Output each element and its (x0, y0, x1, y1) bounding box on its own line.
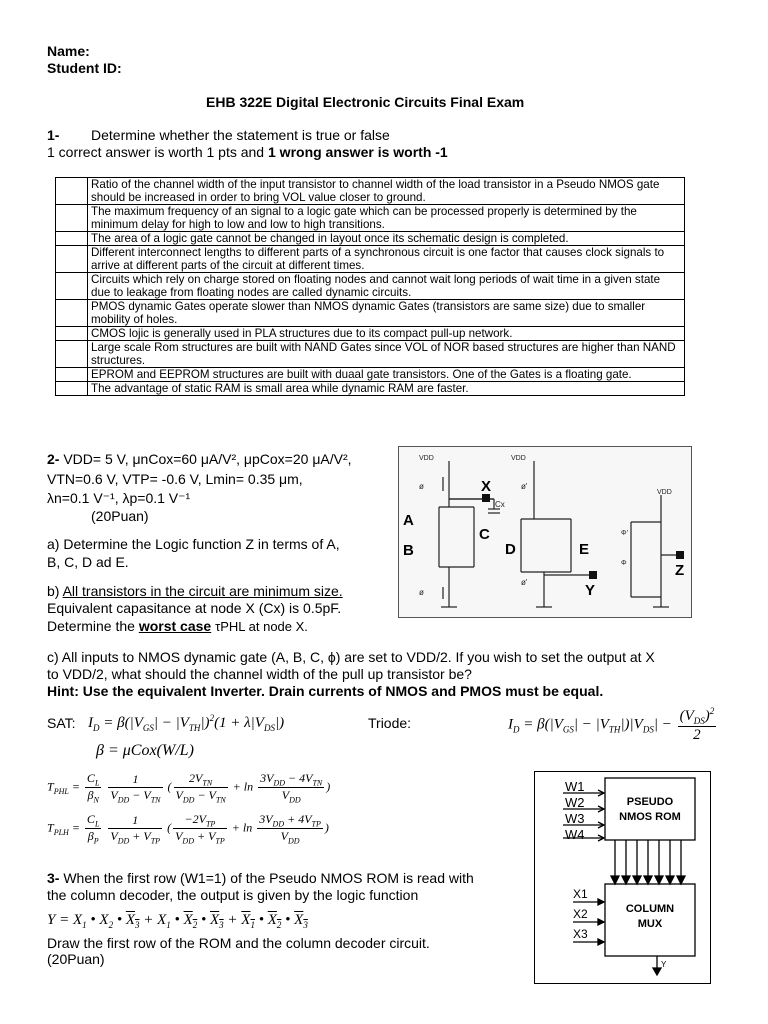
table-row (56, 178, 685, 205)
statement-cell: Circuits which rely on charge stored on floating nodes and cannot wait long periods of wait time in a given state due to leakage from floating nodes are called dynamic circuits. (88, 273, 685, 300)
q2-part-a-line1: a) Determine the Logic function Z in terms of A, (47, 536, 340, 552)
answer-box[interactable] (56, 178, 88, 205)
answer-box[interactable] (56, 246, 88, 273)
vdd-label-3: VDD (657, 489, 672, 496)
q1-scoring (47, 144, 448, 160)
table-row (56, 205, 685, 232)
rom-label-2: NMOS ROM (619, 811, 681, 823)
answer-box[interactable] (56, 205, 88, 232)
vdd-label-1: VDD (419, 455, 434, 462)
student-id-label: Student ID: (47, 60, 122, 76)
phi-cap-label: Φ (621, 560, 627, 567)
answer-box[interactable] (56, 232, 88, 246)
q3-logic-function: $Y = X_1$ • $X_2$ • $X_3 + X_1$ • $X_2$ • $X_3 + X_1$ • $X_2$ • $X_3$ (47, 912, 308, 930)
rom-diagram (534, 771, 711, 984)
tplh-equation: $T_{PLH}$ = $\frac{C_L}{\beta_P}$ $\frac{1}{V_{DD} + V_{TP}}$ ( $\frac{-2V_{TP}}{V_{DD} + V_{TP}}$ + ln $\frac{3V_{DD} + 4V_{TP}}{V_{DD}}$ ) (47, 812, 329, 846)
answer-box[interactable] (56, 368, 88, 382)
mux-label-2: MUX (637, 918, 663, 930)
triode-equation: $I_D = \beta(|V_{GS}| - |V_{TH}|)|V_{DS}|$ − $\frac{(V_{DS})^2}{2}$ (508, 706, 715, 743)
q1-prompt: Determine whether the statement is true or false (91, 127, 390, 143)
word-line-w2: W2 (565, 795, 585, 810)
table-row (56, 246, 685, 273)
statement-cell: The advantage of static RAM is small area while dynamic RAM are faster. (88, 382, 685, 396)
input-a-label: A (403, 512, 414, 529)
node-y-label: Y (585, 582, 596, 599)
statement-cell: The maximum frequency of an signal to a logic gate which can be processed properly is determined by the minimum delay for high to low and low to high transitions. (88, 205, 685, 232)
q1-scoring-plain: 1 correct answer is worth 1 pts and (47, 144, 265, 160)
circuit-diagram (398, 446, 692, 618)
vdd-label-2: VDD (511, 455, 526, 462)
sat-label: SAT: (47, 715, 76, 731)
answer-box[interactable] (56, 300, 88, 327)
answer-box[interactable] (56, 327, 88, 341)
sat-equation: $I_D = \beta(|V_{GS}| - |V_{TH}|)^2(1 + \lambda|V_{DS}|)$ (88, 713, 285, 733)
table-row (56, 232, 685, 246)
statement-cell: PMOS dynamic Gates operate slower than NMOS dynamic Gates (transistors are same size) due to smaller mobility of holes. (88, 300, 685, 327)
statement-cell: Large scale Rom structures are built with NAND Gates since VOL of NOR based structures are higher than NAND structures. (88, 341, 685, 368)
q3-line1 (47, 870, 474, 886)
statement-cell: CMOS lojic is generally used in PLA structures due to its compact pull-up network. (88, 327, 685, 341)
circuit-schematic (399, 447, 691, 617)
input-e-label: E (579, 541, 590, 558)
table-row (56, 300, 685, 327)
table-row (56, 273, 685, 300)
q2-part-b-prefix: b) (47, 583, 63, 599)
statement-cell: Ratio of the channel width of the input transistor to channel width of the load transistor in a Pseudo NMOS gate should be increased in order to bring VOL value closer to ground. (88, 178, 685, 205)
exam-title: EHB 322E Digital Electronic Circuits Final Exam (206, 94, 525, 110)
q2-part-b-line3 (47, 618, 308, 634)
q2-params-line2: VTN=0.6 V, VTP= -0.6 V, Lmin= 0.35 μm, (47, 471, 303, 487)
phi-label-1: ø (419, 482, 424, 491)
q2-part-c-line2: to VDD/2, what should the channel width of the pull up transistor be? (47, 666, 472, 682)
rom-label-1: PSEUDO (626, 796, 674, 808)
q2-params-line1 (47, 451, 352, 467)
select-x2: X2 (573, 907, 588, 921)
q2-worst-case: worst case (138, 618, 212, 634)
q2-part-b-underlined: All transistors in the circuit are minimum size. (62, 583, 343, 599)
node-x-label: X (481, 478, 492, 495)
q2-params-line3: λn=0.1 V⁻¹, λp=0.1 V⁻¹ (47, 490, 191, 506)
table-row (56, 382, 685, 396)
q2-number: 2- (47, 451, 60, 467)
select-x1: X1 (573, 887, 588, 901)
word-line-w1: W1 (565, 779, 585, 794)
q2-part-b-line2: Equivalent capasitance at node X (Cx) is 0.5pF. (47, 600, 342, 616)
output-z-label: Z (675, 562, 685, 579)
rom-schematic (535, 772, 710, 983)
word-line-w3: W3 (565, 811, 585, 826)
q3-line2: the column decoder, the output is given by the logic function (47, 887, 419, 903)
table-row (56, 341, 685, 368)
beta-equation: β = μCox(W/L) (96, 742, 194, 759)
q1-number: 1- (47, 127, 60, 143)
tphl-equation: $T_{PHL}$ = $\frac{C_L}{\beta_N}$ $\frac{1}{V_{DD} - V_{TN}}$ ( $\frac{2V_{TN}}{V_{DD} - V_{TN}}$ + ln $\frac{3V_{DD} - 4V_{TN}}{V_{DD}}$ ) (47, 771, 331, 805)
q2-tau-phl: τPHL at node X. (215, 619, 308, 634)
q1-scoring-bold: 1 wrong answer is worth -1 (268, 144, 448, 160)
statement-cell: The area of a logic gate cannot be changed in layout once its schematic design is completed. (88, 232, 685, 246)
q2-hint: Hint: Use the equivalent Inverter. Drain currents of NMOS and PMOS must be equal. (47, 683, 604, 699)
q2-part-a-line2: B, C, D ad E. (47, 554, 129, 570)
triode-label: Triode: (368, 715, 412, 731)
table-row (56, 368, 685, 382)
q2-params-1: VDD= 5 V, μnCox=60 μA/V², μpCox=20 μA/V², (63, 451, 352, 467)
phi-prime-label-1: ø' (521, 482, 528, 491)
answer-box[interactable] (56, 382, 88, 396)
phi-cap-prime-label: Φ' (621, 530, 628, 537)
q3-points: (20Puan) (47, 951, 105, 967)
table-row (56, 327, 685, 341)
word-line-w4: W4 (565, 827, 585, 842)
q2-part-b-line1 (47, 583, 343, 599)
phi-label-2: ø (419, 588, 424, 597)
true-false-table (55, 177, 685, 396)
statement-cell: Different interconnect lengths to different parts of a synchronous circuit is one factor that causes clock signals to arrive at different parts of the circuit at different times. (88, 246, 685, 273)
q3-line3: Draw the first row of the ROM and the column decoder circuit. (47, 935, 430, 951)
q2-part-c-line1: c) All inputs to NMOS dynamic gate (A, B, C, ϕ) are set to VDD/2. If you wish to set the output at X (47, 649, 655, 665)
select-x3: X3 (573, 927, 588, 941)
statement-cell: EPROM and EEPROM structures are built with duaal gate transistors. One of the Gates is a floating gate. (88, 368, 685, 382)
phi-prime-label-2: ø' (521, 578, 528, 587)
q3-number: 3- (47, 870, 60, 886)
q2-part-b-pre: Determine the (47, 618, 139, 634)
q3-text-1: When the first row (W1=1) of the Pseudo NMOS ROM is read with (63, 870, 474, 886)
answer-box[interactable] (56, 273, 88, 300)
input-c-label: C (479, 526, 490, 543)
input-b-label: B (403, 542, 414, 559)
q2-points: (20Puan) (91, 508, 149, 524)
mux-label-1: COLUMN (625, 903, 675, 915)
answer-box[interactable] (56, 341, 88, 368)
mux-output-y: Y (661, 960, 667, 969)
name-label: Name: (47, 43, 90, 59)
input-d-label: D (505, 541, 516, 558)
cx-label: Cx (495, 500, 505, 509)
